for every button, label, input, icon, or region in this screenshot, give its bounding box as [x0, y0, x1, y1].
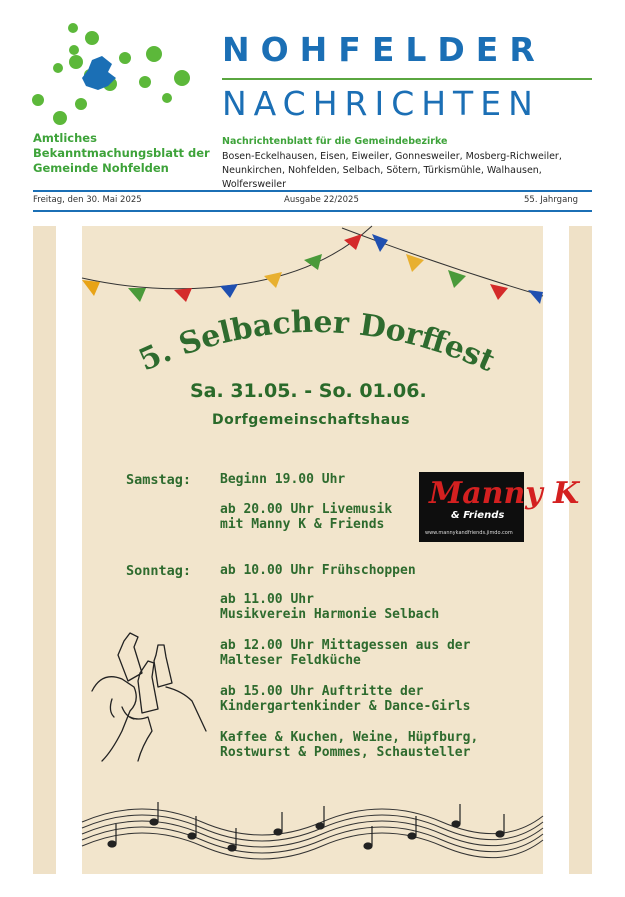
left-margin-strip: [33, 226, 56, 874]
meta-rule-bottom: [33, 210, 592, 212]
municipality-logo-icon: [30, 20, 195, 130]
masthead-divider: [222, 78, 592, 80]
saturday-item: Beginn 19.00 Uhr: [220, 472, 346, 487]
newsletter-subtitle: Nachrichtenblatt für die Gemeindebezirke: [222, 136, 448, 147]
band-logo: [419, 472, 580, 542]
meta-rule-top: [33, 190, 592, 192]
poster-title-arc: [82, 296, 543, 386]
band-logo-url: www.mannykandfriends.jimdo.com: [425, 530, 513, 536]
amtlich-line-3: Gemeinde Nohfelden: [33, 161, 169, 175]
district-list: Bosen-Eckelhausen, Eisen, Eiweiler, Gonnesweiler, Mosberg-Richweiler, Neunkirchen, Nohfelden, Selbach, Sötern, Türkismühle, Walhausen, Wolfersweiler: [222, 151, 562, 190]
music-staff-icon: [82, 786, 543, 874]
issue-number: Ausgabe 22/2025: [284, 195, 359, 205]
official-gazette-label: [33, 131, 210, 176]
sunday-item: Rostwurst & Pommes, Schausteller: [220, 745, 471, 760]
sunday-item: ab 10.00 Uhr Frühschoppen: [220, 563, 416, 578]
volume-year: 55. Jahrgang: [524, 195, 579, 205]
saturday-item: mit Manny K & Friends: [220, 517, 385, 532]
event-dates: Sa. 31.05. - So. 01.06.: [190, 380, 427, 402]
sunday-item: Kindergartenkinder & Dance-Girls: [220, 699, 471, 714]
sunday-item: Musikverein Harmonie Selbach: [220, 607, 440, 622]
saturday-label: Samstag:: [126, 472, 192, 488]
issue-date: Freitag, den 30. Mai 2025: [33, 195, 142, 205]
masthead-title-line-2: NACHRICHTEN: [222, 84, 540, 123]
saturday-item: ab 20.00 Uhr Livemusik: [220, 502, 393, 517]
sunday-item: ab 12.00 Uhr Mittagessen aus der: [220, 638, 471, 653]
svg-text:5. Selbacher Dorffest: [134, 305, 500, 379]
sunday-item: Malteser Feldküche: [220, 653, 361, 668]
event-venue: Dorfgemeinschaftshaus: [212, 412, 410, 428]
band-logo-name: Manny K: [429, 476, 580, 511]
sunday-item: ab 15.00 Uhr Auftritte der: [220, 684, 424, 699]
sunday-item: Kaffee & Kuchen, Weine, Hüpfburg,: [220, 730, 479, 745]
toasting-bottles-icon: [82, 621, 212, 761]
dorffest-poster: [82, 226, 580, 874]
poster-title: 5. Selbacher Dorffest: [133, 304, 500, 380]
amtlich-line-2: Bekanntmachungsblatt der: [33, 146, 210, 160]
right-margin-strip: [569, 226, 592, 874]
sunday-label: Sonntag:: [126, 563, 192, 579]
amtlich-line-1: Amtliches: [33, 131, 97, 145]
masthead-title-line-1: NOHFELDER: [222, 30, 546, 69]
sunday-item: ab 11.00 Uhr: [220, 592, 314, 607]
band-logo-sub: & Friends: [451, 510, 505, 521]
